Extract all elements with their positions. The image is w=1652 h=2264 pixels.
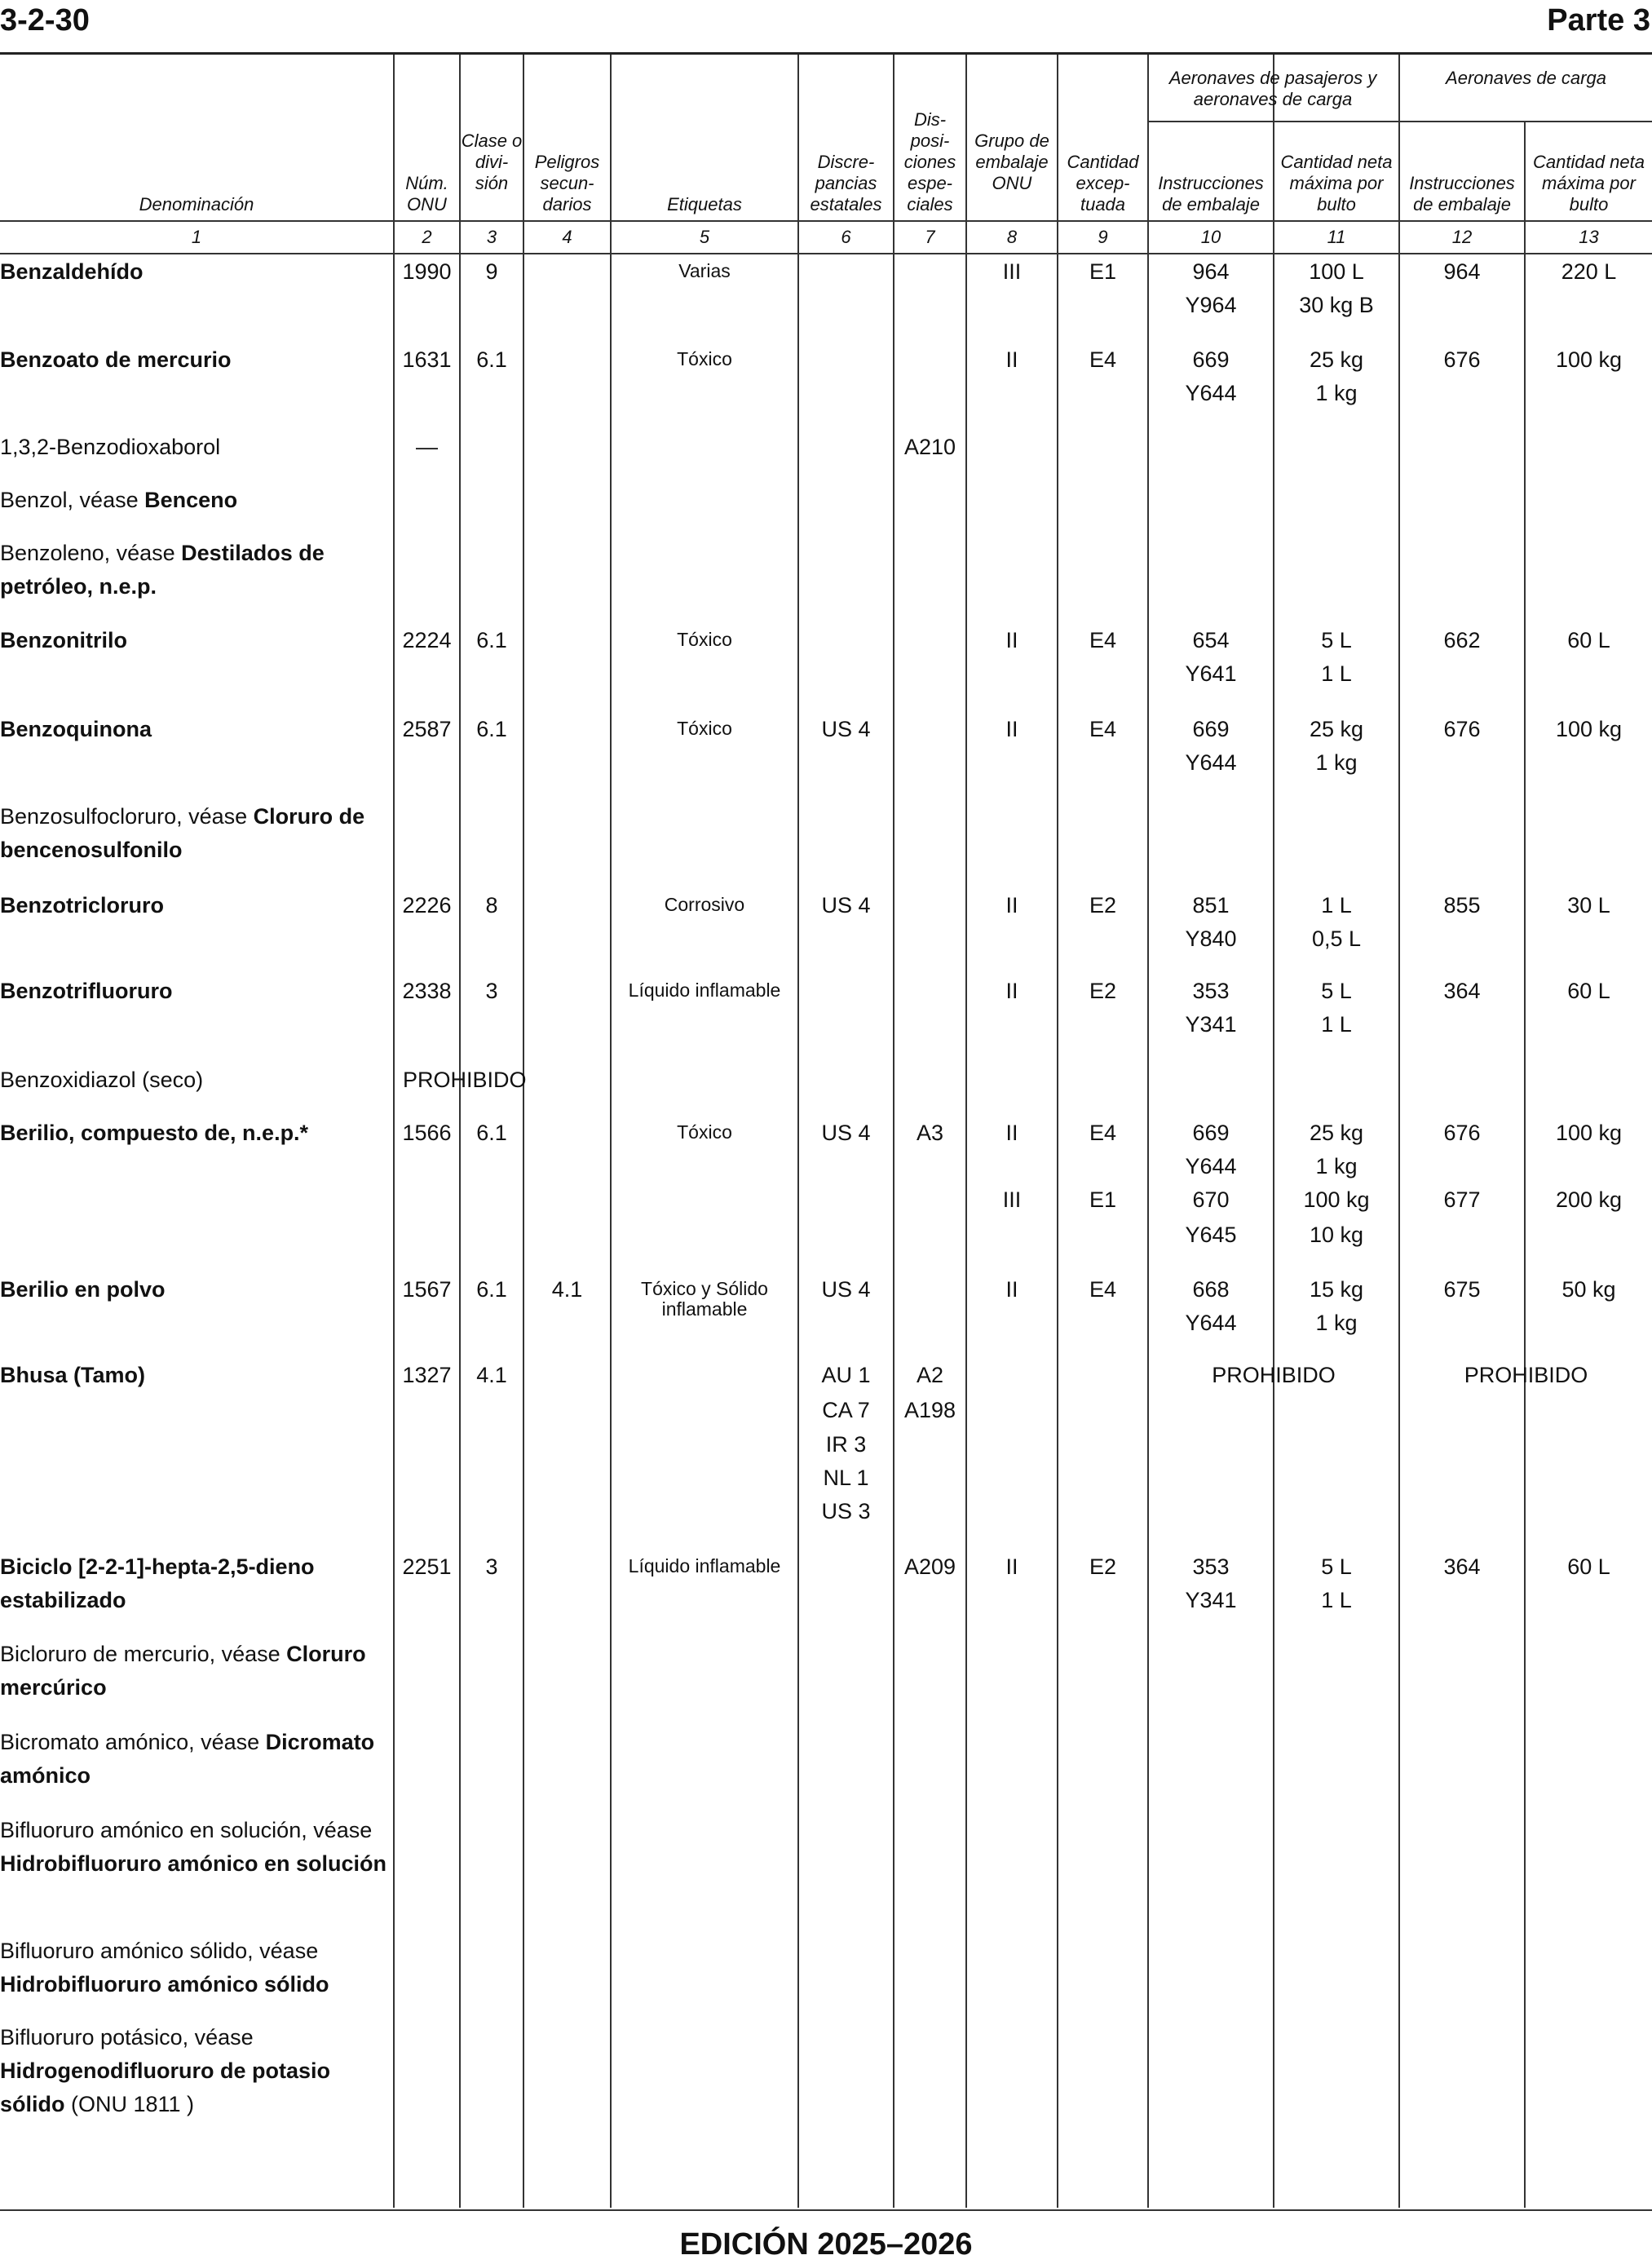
page-number: 3-2-30 xyxy=(0,3,90,38)
pax-max-quantity: 100 kg xyxy=(1303,1187,1370,1212)
col-header-7: Dis- posi- ciones espe- ciales xyxy=(903,109,956,214)
col-header-13: Cantidad neta máxima por bulto xyxy=(1533,152,1645,214)
un-number: 1566 xyxy=(402,1121,452,1145)
pax-packing-instruction: 669 xyxy=(1192,717,1230,741)
pax-packing-instruction: Y644 xyxy=(1185,750,1237,775)
col-number-5: 5 xyxy=(699,227,710,247)
excepted-quantity: E1 xyxy=(1089,259,1117,284)
special-provision: A198 xyxy=(903,1398,956,1422)
hazard-class: 6.1 xyxy=(476,628,507,652)
part-label: Parte 3 xyxy=(1547,3,1650,38)
cargo-packing-instruction: 662 xyxy=(1443,628,1481,652)
column-number-rule xyxy=(0,253,1652,254)
pax-packing-instruction: 669 xyxy=(1192,1121,1230,1145)
cargo-packing-instruction: 676 xyxy=(1443,717,1481,741)
col-number-9: 9 xyxy=(1098,227,1108,247)
pax-packing-instruction: 669 xyxy=(1192,347,1230,372)
col-divider xyxy=(1524,122,1526,2208)
col-header-1: Denominación xyxy=(139,194,254,214)
pax-max-quantity: 1 L xyxy=(1321,661,1352,686)
un-number: — xyxy=(416,435,438,459)
hazard-class: 6.1 xyxy=(476,1277,507,1302)
pax-max-quantity: 15 kg xyxy=(1309,1277,1364,1302)
hazard-class: 6.1 xyxy=(476,717,507,741)
pax-max-quantity: 30 kg B xyxy=(1299,293,1374,317)
entry-name: Benzoleno, véase Destilados de petróleo, n.e.p. xyxy=(0,541,325,599)
col-number-13: 13 xyxy=(1579,227,1599,247)
col-header-11: Cantidad neta máxima por bulto xyxy=(1280,152,1393,214)
header-rule xyxy=(0,52,1652,55)
un-number: 1631 xyxy=(402,347,452,372)
col-header-2: Núm. ONU xyxy=(405,173,448,214)
state-variation: IR 3 xyxy=(825,1432,867,1457)
hazard-label: Tóxico xyxy=(677,718,732,739)
excepted-quantity: E4 xyxy=(1089,628,1117,652)
cargo-packing-instruction: 855 xyxy=(1443,893,1481,918)
entry-name: Bifluoruro potásico, véase Hidrogenodifluoruro de potasio sólido (ONU 1811 ) xyxy=(0,2025,330,2116)
un-number: 2587 xyxy=(402,717,452,741)
subsidiary-hazard: 4.1 xyxy=(551,1277,583,1302)
cross-reference: Cloruro de bencenosulfonilo xyxy=(0,804,365,862)
col-divider xyxy=(523,55,524,2208)
entry-name: Bicloruro de mercurio, véase Cloruro mercúrico xyxy=(0,1642,366,1700)
packing-group: II xyxy=(1005,717,1018,741)
cross-reference: Cloruro mercúrico xyxy=(0,1642,366,1700)
packing-group: III xyxy=(1002,1187,1022,1212)
state-variation: US 4 xyxy=(821,893,871,918)
cargo-max-quantity: 30 L xyxy=(1567,893,1610,918)
pax-max-quantity: 5 L xyxy=(1321,979,1352,1003)
col-number-3: 3 xyxy=(486,227,497,247)
header-bottom-rule xyxy=(0,220,1652,222)
entry-name: Berilio, compuesto de, n.e.p.* xyxy=(0,1121,309,1145)
pax-max-quantity: 1 kg xyxy=(1315,1311,1358,1335)
hazard-label: Líquido inflamable xyxy=(628,1555,781,1576)
pax-packing-instruction: 668 xyxy=(1192,1277,1230,1302)
cross-reference: Dicromato amónico xyxy=(0,1730,375,1788)
pax-packing-instruction: 353 xyxy=(1192,1554,1230,1579)
special-provision: A2 xyxy=(916,1363,944,1387)
cargo-max-quantity: 60 L xyxy=(1567,628,1610,652)
entry-name: Bifluoruro amónico en solución, véase Hidrobifluoruro amónico en solución xyxy=(0,1818,387,1876)
entry-name: Berilio en polvo xyxy=(0,1277,166,1302)
pax-max-quantity: 1 kg xyxy=(1315,381,1358,405)
entry-name: Bifluoruro amónico sólido, véase Hidrobifluoruro amónico sólido xyxy=(0,1939,329,1996)
col-number-7: 7 xyxy=(925,227,935,247)
cargo-packing-instruction: 675 xyxy=(1443,1277,1481,1302)
col-header-3: Clase o divi- sión xyxy=(461,130,523,193)
entry-name: Benzoquinona xyxy=(0,717,152,741)
cargo-packing-instruction: 964 xyxy=(1443,259,1481,284)
special-provision: A210 xyxy=(903,435,956,459)
hazard-class: 3 xyxy=(485,1554,498,1579)
col-header-12: Instrucciones de embalaje xyxy=(1409,173,1515,214)
cargo-max-quantity: 100 kg xyxy=(1555,717,1623,741)
state-variation: NL 1 xyxy=(823,1466,869,1490)
pax-max-quantity: 0,5 L xyxy=(1311,926,1362,951)
excepted-quantity: E4 xyxy=(1089,347,1117,372)
hazard-class: 9 xyxy=(485,259,498,284)
pax-max-quantity: 25 kg xyxy=(1309,347,1364,372)
pax-packing-instruction: 851 xyxy=(1192,893,1230,918)
packing-group: II xyxy=(1005,979,1018,1003)
un-number: 2251 xyxy=(402,1554,452,1579)
cargo-max-quantity: 220 L xyxy=(1561,259,1617,284)
state-variation: US 4 xyxy=(821,1121,871,1145)
group-header-rule xyxy=(1147,121,1652,122)
cargo-max-quantity: 200 kg xyxy=(1555,1187,1623,1212)
col-header-5: Etiquetas xyxy=(667,194,742,214)
hazard-class: 8 xyxy=(485,893,498,918)
pax-packing-instruction: Y840 xyxy=(1185,926,1237,951)
packing-group: II xyxy=(1005,1554,1018,1579)
pax-max-quantity: 25 kg xyxy=(1309,717,1364,741)
hazard-label: Varias xyxy=(678,260,731,281)
special-provision: A209 xyxy=(903,1554,956,1579)
pax-max-quantity: 1 L xyxy=(1321,1588,1352,1612)
col-number-4: 4 xyxy=(562,227,572,247)
col-number-12: 12 xyxy=(1451,227,1473,247)
entry-name: Biciclo [2-2-1]-hepta-2,5-dieno estabilizado xyxy=(0,1554,315,1612)
pax-max-quantity: 1 kg xyxy=(1315,750,1358,775)
excepted-quantity: E4 xyxy=(1089,1277,1117,1302)
col-header-8: Grupo de embalaje ONU xyxy=(974,130,1049,193)
pax-max-quantity: 1 kg xyxy=(1315,1154,1358,1178)
group-header-pax: Aeronaves de pasajeros y aeronaves de carga xyxy=(1168,68,1377,109)
cross-reference: Hidrobifluoruro amónico en solución xyxy=(0,1851,387,1876)
hazard-class: 3 xyxy=(485,979,498,1003)
cargo-max-quantity: 100 kg xyxy=(1555,347,1623,372)
cargo-prohibited-label: PROHIBIDO xyxy=(1464,1363,1588,1387)
pax-packing-instruction: 964 xyxy=(1192,259,1230,284)
page-header xyxy=(0,0,1652,54)
pax-max-quantity: 5 L xyxy=(1321,1554,1352,1579)
un-number: 1567 xyxy=(402,1277,452,1302)
hazard-label: Tóxico xyxy=(677,629,732,650)
col-header-6: Discre- pancias estatales xyxy=(810,152,882,214)
un-number: 1327 xyxy=(402,1363,452,1387)
state-variation: US 4 xyxy=(821,717,871,741)
col-number-10: 10 xyxy=(1200,227,1221,247)
pax-max-quantity: 1 L xyxy=(1321,893,1352,918)
packing-group: II xyxy=(1005,628,1018,652)
col-number-8: 8 xyxy=(1006,227,1018,247)
entry-name: Bhusa (Tamo) xyxy=(0,1363,146,1387)
pax-max-quantity: 10 kg xyxy=(1309,1223,1364,1247)
hazard-label: Tóxico y Sólido inflamable xyxy=(641,1278,768,1320)
packing-group: III xyxy=(1002,259,1022,284)
cargo-packing-instruction: 677 xyxy=(1443,1187,1481,1212)
cargo-packing-instruction: 364 xyxy=(1443,1554,1481,1579)
cargo-max-quantity: 60 L xyxy=(1567,979,1610,1003)
special-provision: A3 xyxy=(916,1121,944,1145)
entry-name: Benzoxidiazol (seco) xyxy=(0,1068,204,1092)
pax-packing-instruction: 353 xyxy=(1192,979,1230,1003)
entry-name: Benzonitrilo xyxy=(0,628,127,652)
pax-packing-instruction: Y964 xyxy=(1185,293,1237,317)
hazard-class: 6.1 xyxy=(476,347,507,372)
hazard-label: Corrosivo xyxy=(664,894,745,915)
entry-name: Benzaldehído xyxy=(0,259,144,284)
cross-reference: Hidrogenodifluoruro de potasio sólido xyxy=(0,2058,330,2116)
hazard-label: Tóxico xyxy=(677,1121,732,1143)
packing-group: II xyxy=(1005,1277,1018,1302)
prohibited-label: PROHIBIDO xyxy=(403,1068,527,1092)
col-number-2: 2 xyxy=(422,227,432,247)
pax-packing-instruction: Y644 xyxy=(1185,1154,1237,1178)
col-header-10: Instrucciones de embalaje xyxy=(1158,173,1264,214)
pax-max-quantity: 5 L xyxy=(1321,628,1352,652)
entry-name: Benzotrifluoruro xyxy=(0,979,173,1003)
state-variation: CA 7 xyxy=(822,1398,870,1422)
col-number-6: 6 xyxy=(841,227,851,247)
col-header-4: Peligros secun- darios xyxy=(534,152,600,214)
state-variation: US 4 xyxy=(821,1277,871,1302)
excepted-quantity: E4 xyxy=(1089,717,1117,741)
col-number-11: 11 xyxy=(1327,227,1346,247)
un-number: 1990 xyxy=(402,259,452,284)
pax-packing-instruction: 670 xyxy=(1192,1187,1230,1212)
cargo-packing-instruction: 676 xyxy=(1443,1121,1481,1145)
cargo-packing-instruction: 364 xyxy=(1443,979,1481,1003)
cross-reference: Benceno xyxy=(144,488,238,512)
pax-max-quantity: 1 L xyxy=(1321,1012,1352,1037)
hazard-class: 6.1 xyxy=(476,1121,507,1145)
un-number: 2224 xyxy=(402,628,452,652)
hazard-label: Líquido inflamable xyxy=(628,979,781,1001)
group-header-cargo: Aeronaves de carga xyxy=(1446,68,1606,88)
excepted-quantity: E1 xyxy=(1089,1187,1117,1212)
entry-name: Bicromato amónico, véase Dicromato amónico xyxy=(0,1730,375,1788)
packing-group: II xyxy=(1005,893,1018,918)
hazard-class: 4.1 xyxy=(476,1363,507,1387)
pax-max-quantity: 100 L xyxy=(1309,259,1364,284)
state-variation: US 3 xyxy=(821,1499,871,1523)
pax-packing-instruction: Y641 xyxy=(1185,661,1237,686)
col-header-9: Cantidad excep- tuada xyxy=(1067,152,1139,214)
excepted-quantity: E2 xyxy=(1089,893,1117,918)
entry-name: Benzol, véase Benceno xyxy=(0,488,238,512)
pax-prohibited-label: PROHIBIDO xyxy=(1212,1363,1336,1387)
excepted-quantity: E2 xyxy=(1089,1554,1117,1579)
pax-max-quantity: 25 kg xyxy=(1309,1121,1364,1145)
packing-group: II xyxy=(1005,1121,1018,1145)
cross-reference: Hidrobifluoruro amónico sólido xyxy=(0,1972,329,1996)
excepted-quantity: E2 xyxy=(1089,979,1117,1003)
hazard-label: Tóxico xyxy=(677,348,732,369)
col-number-1: 1 xyxy=(191,227,202,247)
state-variation: AU 1 xyxy=(821,1363,871,1387)
packing-group: II xyxy=(1005,347,1018,372)
pax-packing-instruction: 654 xyxy=(1192,628,1230,652)
pax-packing-instruction: Y341 xyxy=(1185,1012,1237,1037)
excepted-quantity: E4 xyxy=(1089,1121,1117,1145)
un-number: 2226 xyxy=(402,893,452,918)
cargo-max-quantity: 100 kg xyxy=(1555,1121,1623,1145)
un-number: 2338 xyxy=(402,979,452,1003)
pax-packing-instruction: Y644 xyxy=(1185,381,1237,405)
cargo-packing-instruction: 676 xyxy=(1443,347,1481,372)
edition-footer: EDICIÓN 2025–2026 xyxy=(679,2227,973,2262)
cargo-max-quantity: 60 L xyxy=(1567,1554,1610,1579)
entry-name: Benzosulfocloruro, véase Cloruro de bencenosulfonilo xyxy=(0,804,365,862)
pax-packing-instruction: Y644 xyxy=(1185,1311,1237,1335)
entry-name: Benzotricloruro xyxy=(0,893,165,918)
cross-reference: Destilados de petróleo, n.e.p. xyxy=(0,541,325,599)
footer-rule xyxy=(0,2209,1652,2211)
cargo-max-quantity: 50 kg xyxy=(1561,1277,1616,1302)
entry-name: Benzoato de mercurio xyxy=(0,347,232,372)
entry-name: 1,3,2-Benzodioxaborol xyxy=(0,435,221,459)
pax-packing-instruction: Y645 xyxy=(1185,1223,1237,1247)
pax-packing-instruction: Y341 xyxy=(1185,1588,1237,1612)
